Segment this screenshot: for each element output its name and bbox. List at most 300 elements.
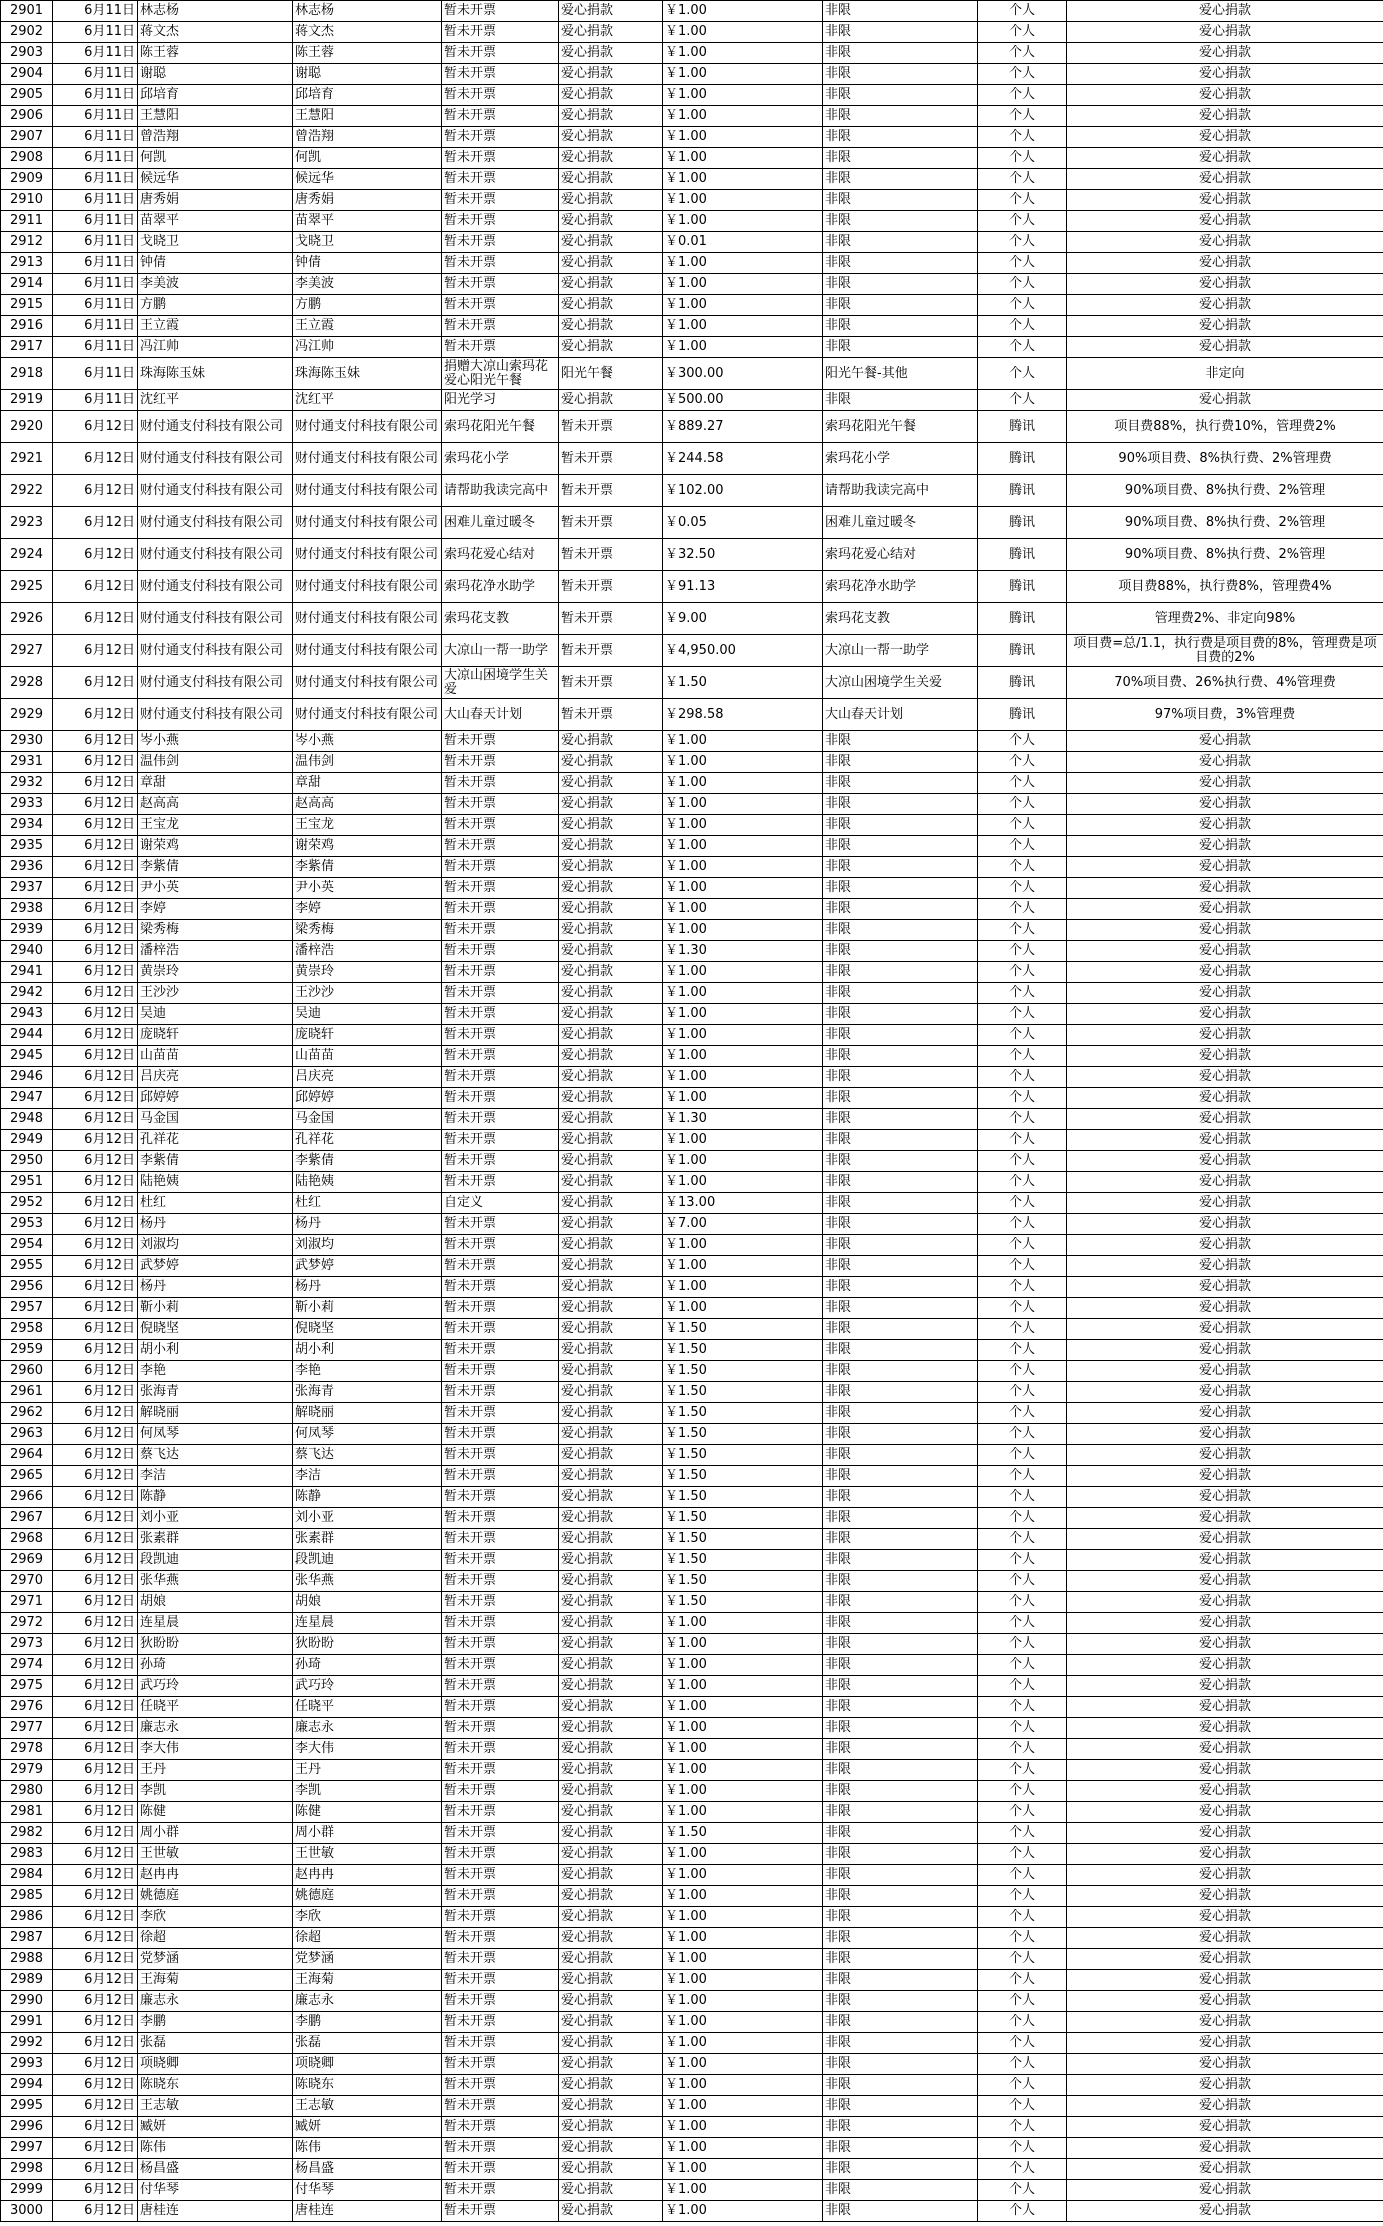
project-name-cell[interactable]: 爱心捐款 bbox=[559, 1067, 663, 1088]
donation-date-cell[interactable]: 6月12日 bbox=[53, 1487, 138, 1508]
donation-amount-cell[interactable]: ￥1.00 bbox=[663, 22, 823, 43]
donor-type-cell[interactable]: 个人 bbox=[978, 2075, 1067, 2096]
project-name-cell[interactable]: 爱心捐款 bbox=[559, 1697, 663, 1718]
donation-date-cell[interactable]: 6月11日 bbox=[53, 337, 138, 358]
donor-type-cell[interactable]: 腾讯 bbox=[978, 507, 1067, 539]
allocation-note-cell[interactable]: 爱心捐款 bbox=[1067, 1529, 1383, 1550]
donation-amount-cell[interactable]: ￥1.50 bbox=[663, 1424, 823, 1445]
donation-amount-cell[interactable]: ￥0.05 bbox=[663, 507, 823, 539]
invoice-status-cell[interactable]: 暂未开票 bbox=[442, 1424, 559, 1445]
row-number-cell[interactable]: 2989 bbox=[1, 1970, 53, 1991]
recipient-name-cell[interactable]: 廉志永 bbox=[293, 1991, 442, 2012]
donation-amount-cell[interactable]: ￥1.50 bbox=[663, 1382, 823, 1403]
invoice-status-cell[interactable]: 暂未开票 bbox=[442, 2096, 559, 2117]
row-number-cell[interactable]: 2920 bbox=[1, 411, 53, 443]
donor-type-cell[interactable]: 个人 bbox=[978, 836, 1067, 857]
allocation-note-cell[interactable]: 爱心捐款 bbox=[1067, 1655, 1383, 1676]
donation-date-cell[interactable]: 6月12日 bbox=[53, 1508, 138, 1529]
fund-use-cell[interactable]: 非限 bbox=[823, 1277, 978, 1298]
recipient-name-cell[interactable]: 蔡飞达 bbox=[293, 1445, 442, 1466]
invoice-status-cell[interactable]: 暂未开票 bbox=[442, 2138, 559, 2159]
donation-date-cell[interactable]: 6月11日 bbox=[53, 390, 138, 411]
row-number-cell[interactable]: 2974 bbox=[1, 1655, 53, 1676]
invoice-status-cell[interactable]: 暂未开票 bbox=[442, 1781, 559, 1802]
invoice-status-cell[interactable]: 暂未开票 bbox=[442, 899, 559, 920]
allocation-note-cell[interactable]: 爱心捐款 bbox=[1067, 316, 1383, 337]
project-name-cell[interactable]: 爱心捐款 bbox=[559, 1613, 663, 1634]
fund-use-cell[interactable]: 非限 bbox=[823, 731, 978, 752]
invoice-status-cell[interactable]: 暂未开票 bbox=[442, 232, 559, 253]
donor-type-cell[interactable]: 个人 bbox=[978, 857, 1067, 878]
row-number-cell[interactable]: 2968 bbox=[1, 1529, 53, 1550]
invoice-status-cell[interactable]: 暂未开票 bbox=[442, 1004, 559, 1025]
donor-name-cell[interactable]: 马金国 bbox=[138, 1109, 293, 1130]
donation-date-cell[interactable]: 6月12日 bbox=[53, 857, 138, 878]
donor-name-cell[interactable]: 胡小利 bbox=[138, 1340, 293, 1361]
row-number-cell[interactable]: 2992 bbox=[1, 2033, 53, 2054]
donor-name-cell[interactable]: 林志杨 bbox=[138, 1, 293, 22]
allocation-note-cell[interactable]: 爱心捐款 bbox=[1067, 2012, 1383, 2033]
recipient-name-cell[interactable]: 周小群 bbox=[293, 1823, 442, 1844]
project-name-cell[interactable]: 爱心捐款 bbox=[559, 1109, 663, 1130]
row-number-cell[interactable]: 2996 bbox=[1, 2117, 53, 2138]
row-number-cell[interactable]: 2984 bbox=[1, 1865, 53, 1886]
invoice-status-cell[interactable]: 暂未开票 bbox=[442, 2201, 559, 2222]
allocation-note-cell[interactable]: 97%项目费，3%管理费 bbox=[1067, 699, 1383, 731]
donor-type-cell[interactable]: 腾讯 bbox=[978, 411, 1067, 443]
donor-type-cell[interactable]: 个人 bbox=[978, 1109, 1067, 1130]
project-name-cell[interactable]: 暂未开票 bbox=[559, 443, 663, 475]
fund-use-cell[interactable]: 索玛花阳光午餐 bbox=[823, 411, 978, 443]
allocation-note-cell[interactable]: 爱心捐款 bbox=[1067, 1928, 1383, 1949]
fund-use-cell[interactable]: 非限 bbox=[823, 2054, 978, 2075]
donation-date-cell[interactable]: 6月11日 bbox=[53, 43, 138, 64]
row-number-cell[interactable]: 2913 bbox=[1, 253, 53, 274]
donation-amount-cell[interactable]: ￥1.00 bbox=[663, 1949, 823, 1970]
allocation-note-cell[interactable]: 爱心捐款 bbox=[1067, 1256, 1383, 1277]
invoice-status-cell[interactable]: 暂未开票 bbox=[442, 1214, 559, 1235]
donation-amount-cell[interactable]: ￥1.00 bbox=[663, 1865, 823, 1886]
donor-type-cell[interactable]: 个人 bbox=[978, 1298, 1067, 1319]
fund-use-cell[interactable]: 非限 bbox=[823, 295, 978, 316]
fund-use-cell[interactable]: 非限 bbox=[823, 983, 978, 1004]
donation-date-cell[interactable]: 6月12日 bbox=[53, 1277, 138, 1298]
row-number-cell[interactable]: 2965 bbox=[1, 1466, 53, 1487]
allocation-note-cell[interactable]: 爱心捐款 bbox=[1067, 64, 1383, 85]
invoice-status-cell[interactable]: 暂未开票 bbox=[442, 1886, 559, 1907]
fund-use-cell[interactable]: 非限 bbox=[823, 1088, 978, 1109]
donor-name-cell[interactable]: 岑小燕 bbox=[138, 731, 293, 752]
invoice-status-cell[interactable]: 暂未开票 bbox=[442, 1970, 559, 1991]
invoice-status-cell[interactable]: 暂未开票 bbox=[442, 1844, 559, 1865]
invoice-status-cell[interactable]: 索玛花小学 bbox=[442, 443, 559, 475]
invoice-status-cell[interactable]: 暂未开票 bbox=[442, 1571, 559, 1592]
project-name-cell[interactable]: 爱心捐款 bbox=[559, 1193, 663, 1214]
donation-amount-cell[interactable]: ￥1.50 bbox=[663, 1319, 823, 1340]
invoice-status-cell[interactable]: 暂未开票 bbox=[442, 1025, 559, 1046]
project-name-cell[interactable]: 爱心捐款 bbox=[559, 1130, 663, 1151]
invoice-status-cell[interactable]: 索玛花阳光午餐 bbox=[442, 411, 559, 443]
project-name-cell[interactable]: 爱心捐款 bbox=[559, 1760, 663, 1781]
row-number-cell[interactable]: 2976 bbox=[1, 1697, 53, 1718]
allocation-note-cell[interactable]: 90%项目费、8%执行费、2%管理费 bbox=[1067, 443, 1383, 475]
donation-amount-cell[interactable]: ￥1.00 bbox=[663, 1970, 823, 1991]
allocation-note-cell[interactable]: 爱心捐款 bbox=[1067, 106, 1383, 127]
row-number-cell[interactable]: 3000 bbox=[1, 2201, 53, 2222]
fund-use-cell[interactable]: 非限 bbox=[823, 1004, 978, 1025]
project-name-cell[interactable]: 爱心捐款 bbox=[559, 815, 663, 836]
donor-type-cell[interactable]: 个人 bbox=[978, 127, 1067, 148]
donation-amount-cell[interactable]: ￥7.00 bbox=[663, 1214, 823, 1235]
donation-amount-cell[interactable]: ￥102.00 bbox=[663, 475, 823, 507]
allocation-note-cell[interactable]: 爱心捐款 bbox=[1067, 857, 1383, 878]
invoice-status-cell[interactable]: 暂未开票 bbox=[442, 941, 559, 962]
donation-amount-cell[interactable]: ￥1.00 bbox=[663, 1739, 823, 1760]
donor-type-cell[interactable]: 个人 bbox=[978, 1214, 1067, 1235]
project-name-cell[interactable]: 暂未开票 bbox=[559, 475, 663, 507]
invoice-status-cell[interactable]: 暂未开票 bbox=[442, 1760, 559, 1781]
recipient-name-cell[interactable]: 冯江帅 bbox=[293, 337, 442, 358]
project-name-cell[interactable]: 爱心捐款 bbox=[559, 752, 663, 773]
donation-date-cell[interactable]: 6月11日 bbox=[53, 148, 138, 169]
invoice-status-cell[interactable]: 暂未开票 bbox=[442, 1991, 559, 2012]
allocation-note-cell[interactable]: 爱心捐款 bbox=[1067, 941, 1383, 962]
donation-date-cell[interactable]: 6月12日 bbox=[53, 1886, 138, 1907]
allocation-note-cell[interactable]: 非定向 bbox=[1067, 358, 1383, 390]
donation-amount-cell[interactable]: ￥1.00 bbox=[663, 2012, 823, 2033]
row-number-cell[interactable]: 2925 bbox=[1, 571, 53, 603]
donor-name-cell[interactable]: 李洁 bbox=[138, 1466, 293, 1487]
donation-amount-cell[interactable]: ￥1.50 bbox=[663, 1445, 823, 1466]
allocation-note-cell[interactable]: 爱心捐款 bbox=[1067, 1949, 1383, 1970]
fund-use-cell[interactable]: 非限 bbox=[823, 1676, 978, 1697]
donation-date-cell[interactable]: 6月12日 bbox=[53, 1655, 138, 1676]
recipient-name-cell[interactable]: 李凯 bbox=[293, 1781, 442, 1802]
invoice-status-cell[interactable]: 暂未开票 bbox=[442, 337, 559, 358]
allocation-note-cell[interactable]: 爱心捐款 bbox=[1067, 1340, 1383, 1361]
donation-amount-cell[interactable]: ￥1.00 bbox=[663, 1151, 823, 1172]
donation-date-cell[interactable]: 6月11日 bbox=[53, 64, 138, 85]
donor-type-cell[interactable]: 个人 bbox=[978, 2117, 1067, 2138]
donation-date-cell[interactable]: 6月12日 bbox=[53, 1592, 138, 1613]
row-number-cell[interactable]: 2948 bbox=[1, 1109, 53, 1130]
row-number-cell[interactable]: 2973 bbox=[1, 1634, 53, 1655]
donation-amount-cell[interactable]: ￥1.00 bbox=[663, 1718, 823, 1739]
donor-name-cell[interactable]: 付华琴 bbox=[138, 2180, 293, 2201]
donation-amount-cell[interactable]: ￥1.00 bbox=[663, 274, 823, 295]
invoice-status-cell[interactable]: 暂未开票 bbox=[442, 962, 559, 983]
donation-date-cell[interactable]: 6月11日 bbox=[53, 106, 138, 127]
allocation-note-cell[interactable]: 项目费88%，执行费8%，管理费4% bbox=[1067, 571, 1383, 603]
fund-use-cell[interactable]: 非限 bbox=[823, 232, 978, 253]
recipient-name-cell[interactable]: 财付通支付科技有限公司 bbox=[293, 699, 442, 731]
allocation-note-cell[interactable]: 爱心捐款 bbox=[1067, 1319, 1383, 1340]
donation-amount-cell[interactable]: ￥1.00 bbox=[663, 878, 823, 899]
allocation-note-cell[interactable]: 爱心捐款 bbox=[1067, 1067, 1383, 1088]
donation-amount-cell[interactable]: ￥1.00 bbox=[663, 190, 823, 211]
fund-use-cell[interactable]: 非限 bbox=[823, 1, 978, 22]
allocation-note-cell[interactable]: 爱心捐款 bbox=[1067, 295, 1383, 316]
fund-use-cell[interactable]: 索玛花净水助学 bbox=[823, 571, 978, 603]
donation-amount-cell[interactable]: ￥1.50 bbox=[663, 1487, 823, 1508]
fund-use-cell[interactable]: 阳光午餐-其他 bbox=[823, 358, 978, 390]
recipient-name-cell[interactable]: 陆艳姨 bbox=[293, 1172, 442, 1193]
donation-amount-cell[interactable]: ￥1.00 bbox=[663, 773, 823, 794]
donation-amount-cell[interactable]: ￥13.00 bbox=[663, 1193, 823, 1214]
donation-date-cell[interactable]: 6月12日 bbox=[53, 1949, 138, 1970]
invoice-status-cell[interactable]: 暂未开票 bbox=[442, 1151, 559, 1172]
donation-amount-cell[interactable]: ￥1.00 bbox=[663, 794, 823, 815]
recipient-name-cell[interactable]: 王志敏 bbox=[293, 2096, 442, 2117]
donation-date-cell[interactable]: 6月12日 bbox=[53, 1298, 138, 1319]
fund-use-cell[interactable]: 非限 bbox=[823, 1508, 978, 1529]
donation-date-cell[interactable]: 6月12日 bbox=[53, 2033, 138, 2054]
recipient-name-cell[interactable]: 王慧阳 bbox=[293, 106, 442, 127]
donation-date-cell[interactable]: 6月11日 bbox=[53, 295, 138, 316]
recipient-name-cell[interactable]: 山苗苗 bbox=[293, 1046, 442, 1067]
recipient-name-cell[interactable]: 杨丹 bbox=[293, 1214, 442, 1235]
row-number-cell[interactable]: 2961 bbox=[1, 1382, 53, 1403]
invoice-status-cell[interactable]: 索玛花净水助学 bbox=[442, 571, 559, 603]
allocation-note-cell[interactable]: 70%项目费、26%执行费、4%管理费 bbox=[1067, 667, 1383, 699]
project-name-cell[interactable]: 爱心捐款 bbox=[559, 2075, 663, 2096]
donation-amount-cell[interactable]: ￥1.00 bbox=[663, 962, 823, 983]
invoice-status-cell[interactable]: 暂未开票 bbox=[442, 1256, 559, 1277]
donor-name-cell[interactable]: 吴迪 bbox=[138, 1004, 293, 1025]
allocation-note-cell[interactable]: 管理费2%、非定向98% bbox=[1067, 603, 1383, 635]
project-name-cell[interactable]: 爱心捐款 bbox=[559, 295, 663, 316]
recipient-name-cell[interactable]: 财付通支付科技有限公司 bbox=[293, 635, 442, 667]
allocation-note-cell[interactable]: 爱心捐款 bbox=[1067, 1193, 1383, 1214]
invoice-status-cell[interactable]: 暂未开票 bbox=[442, 1697, 559, 1718]
donation-amount-cell[interactable]: ￥1.00 bbox=[663, 2096, 823, 2117]
donation-date-cell[interactable]: 6月12日 bbox=[53, 2180, 138, 2201]
row-number-cell[interactable]: 2964 bbox=[1, 1445, 53, 1466]
row-number-cell[interactable]: 2985 bbox=[1, 1886, 53, 1907]
invoice-status-cell[interactable]: 暂未开票 bbox=[442, 1130, 559, 1151]
project-name-cell[interactable]: 爱心捐款 bbox=[559, 836, 663, 857]
recipient-name-cell[interactable]: 尹小英 bbox=[293, 878, 442, 899]
fund-use-cell[interactable]: 非限 bbox=[823, 1361, 978, 1382]
donation-amount-cell[interactable]: ￥1.00 bbox=[663, 337, 823, 358]
donation-date-cell[interactable]: 6月12日 bbox=[53, 1739, 138, 1760]
invoice-status-cell[interactable]: 暂未开票 bbox=[442, 1319, 559, 1340]
allocation-note-cell[interactable]: 爱心捐款 bbox=[1067, 1718, 1383, 1739]
donor-type-cell[interactable]: 个人 bbox=[978, 941, 1067, 962]
recipient-name-cell[interactable]: 岑小燕 bbox=[293, 731, 442, 752]
fund-use-cell[interactable]: 大凉山困境学生关爱 bbox=[823, 667, 978, 699]
invoice-status-cell[interactable]: 捐赠大凉山索玛花爱心阳光午餐 bbox=[442, 358, 559, 390]
donor-type-cell[interactable]: 个人 bbox=[978, 43, 1067, 64]
donation-amount-cell[interactable]: ￥0.01 bbox=[663, 232, 823, 253]
donation-amount-cell[interactable]: ￥1.00 bbox=[663, 1697, 823, 1718]
donation-date-cell[interactable]: 6月11日 bbox=[53, 22, 138, 43]
row-number-cell[interactable]: 2999 bbox=[1, 2180, 53, 2201]
row-number-cell[interactable]: 2935 bbox=[1, 836, 53, 857]
donor-type-cell[interactable]: 个人 bbox=[978, 983, 1067, 1004]
recipient-name-cell[interactable]: 何凤琴 bbox=[293, 1424, 442, 1445]
donation-date-cell[interactable]: 6月12日 bbox=[53, 1760, 138, 1781]
donor-name-cell[interactable]: 陈晓东 bbox=[138, 2075, 293, 2096]
invoice-status-cell[interactable]: 暂未开票 bbox=[442, 1907, 559, 1928]
invoice-status-cell[interactable]: 暂未开票 bbox=[442, 2033, 559, 2054]
fund-use-cell[interactable]: 非限 bbox=[823, 106, 978, 127]
donor-name-cell[interactable]: 杨丹 bbox=[138, 1214, 293, 1235]
invoice-status-cell[interactable]: 暂未开票 bbox=[442, 1277, 559, 1298]
donor-type-cell[interactable]: 个人 bbox=[978, 253, 1067, 274]
invoice-status-cell[interactable]: 暂未开票 bbox=[442, 794, 559, 815]
project-name-cell[interactable]: 爱心捐款 bbox=[559, 190, 663, 211]
allocation-note-cell[interactable]: 90%项目费、8%执行费、2%管理 bbox=[1067, 539, 1383, 571]
row-number-cell[interactable]: 2907 bbox=[1, 127, 53, 148]
donation-date-cell[interactable]: 6月12日 bbox=[53, 1970, 138, 1991]
donor-name-cell[interactable]: 连星晨 bbox=[138, 1613, 293, 1634]
donation-amount-cell[interactable]: ￥1.00 bbox=[663, 1655, 823, 1676]
allocation-note-cell[interactable]: 爱心捐款 bbox=[1067, 1214, 1383, 1235]
recipient-name-cell[interactable]: 唐秀娟 bbox=[293, 190, 442, 211]
invoice-status-cell[interactable]: 暂未开票 bbox=[442, 1676, 559, 1697]
row-number-cell[interactable]: 2947 bbox=[1, 1088, 53, 1109]
fund-use-cell[interactable]: 非限 bbox=[823, 1403, 978, 1424]
project-name-cell[interactable]: 爱心捐款 bbox=[559, 1277, 663, 1298]
recipient-name-cell[interactable]: 胡娘 bbox=[293, 1592, 442, 1613]
donor-type-cell[interactable]: 个人 bbox=[978, 1004, 1067, 1025]
row-number-cell[interactable]: 2911 bbox=[1, 211, 53, 232]
recipient-name-cell[interactable]: 刘淑均 bbox=[293, 1235, 442, 1256]
allocation-note-cell[interactable]: 爱心捐款 bbox=[1067, 1907, 1383, 1928]
project-name-cell[interactable]: 爱心捐款 bbox=[559, 1529, 663, 1550]
donor-name-cell[interactable]: 何凤琴 bbox=[138, 1424, 293, 1445]
allocation-note-cell[interactable]: 爱心捐款 bbox=[1067, 1865, 1383, 1886]
donor-type-cell[interactable]: 个人 bbox=[978, 1319, 1067, 1340]
donation-date-cell[interactable]: 6月12日 bbox=[53, 667, 138, 699]
donation-amount-cell[interactable]: ￥1.50 bbox=[663, 1403, 823, 1424]
allocation-note-cell[interactable]: 爱心捐款 bbox=[1067, 773, 1383, 794]
recipient-name-cell[interactable]: 杜红 bbox=[293, 1193, 442, 1214]
fund-use-cell[interactable]: 非限 bbox=[823, 1340, 978, 1361]
donation-date-cell[interactable]: 6月12日 bbox=[53, 1382, 138, 1403]
donation-amount-cell[interactable]: ￥4,950.00 bbox=[663, 635, 823, 667]
fund-use-cell[interactable]: 非限 bbox=[823, 1613, 978, 1634]
fund-use-cell[interactable]: 非限 bbox=[823, 169, 978, 190]
donation-amount-cell[interactable]: ￥1.00 bbox=[663, 2075, 823, 2096]
invoice-status-cell[interactable]: 暂未开票 bbox=[442, 1382, 559, 1403]
recipient-name-cell[interactable]: 胡小利 bbox=[293, 1340, 442, 1361]
fund-use-cell[interactable]: 非限 bbox=[823, 941, 978, 962]
donor-type-cell[interactable]: 个人 bbox=[978, 1781, 1067, 1802]
donation-amount-cell[interactable]: ￥1.00 bbox=[663, 1991, 823, 2012]
fund-use-cell[interactable]: 非限 bbox=[823, 899, 978, 920]
fund-use-cell[interactable]: 非限 bbox=[823, 794, 978, 815]
donor-name-cell[interactable]: 财付通支付科技有限公司 bbox=[138, 635, 293, 667]
donation-amount-cell[interactable]: ￥1.00 bbox=[663, 211, 823, 232]
donor-type-cell[interactable]: 个人 bbox=[978, 1613, 1067, 1634]
fund-use-cell[interactable]: 非限 bbox=[823, 1235, 978, 1256]
project-name-cell[interactable]: 爱心捐款 bbox=[559, 1634, 663, 1655]
recipient-name-cell[interactable]: 李鹏 bbox=[293, 2012, 442, 2033]
donation-amount-cell[interactable]: ￥1.00 bbox=[663, 1, 823, 22]
donation-amount-cell[interactable]: ￥1.00 bbox=[663, 2180, 823, 2201]
row-number-cell[interactable]: 2924 bbox=[1, 539, 53, 571]
donation-date-cell[interactable]: 6月12日 bbox=[53, 1067, 138, 1088]
donation-date-cell[interactable]: 6月12日 bbox=[53, 1340, 138, 1361]
donation-date-cell[interactable]: 6月12日 bbox=[53, 1676, 138, 1697]
invoice-status-cell[interactable]: 暂未开票 bbox=[442, 1340, 559, 1361]
donor-name-cell[interactable]: 徐超 bbox=[138, 1928, 293, 1949]
allocation-note-cell[interactable]: 爱心捐款 bbox=[1067, 731, 1383, 752]
donor-type-cell[interactable]: 个人 bbox=[978, 190, 1067, 211]
donor-name-cell[interactable]: 财付通支付科技有限公司 bbox=[138, 475, 293, 507]
donation-amount-cell[interactable]: ￥91.13 bbox=[663, 571, 823, 603]
donor-type-cell[interactable]: 个人 bbox=[978, 731, 1067, 752]
donor-type-cell[interactable]: 个人 bbox=[978, 358, 1067, 390]
invoice-status-cell[interactable]: 暂未开票 bbox=[442, 773, 559, 794]
donor-type-cell[interactable]: 个人 bbox=[978, 2096, 1067, 2117]
donation-date-cell[interactable]: 6月12日 bbox=[53, 1130, 138, 1151]
project-name-cell[interactable]: 爱心捐款 bbox=[559, 1403, 663, 1424]
project-name-cell[interactable]: 爱心捐款 bbox=[559, 2180, 663, 2201]
donor-type-cell[interactable]: 个人 bbox=[978, 1550, 1067, 1571]
recipient-name-cell[interactable]: 狄盼盼 bbox=[293, 1634, 442, 1655]
project-name-cell[interactable]: 爱心捐款 bbox=[559, 1, 663, 22]
donor-name-cell[interactable]: 财付通支付科技有限公司 bbox=[138, 507, 293, 539]
fund-use-cell[interactable]: 非限 bbox=[823, 1067, 978, 1088]
donor-type-cell[interactable]: 个人 bbox=[978, 1172, 1067, 1193]
recipient-name-cell[interactable]: 马金国 bbox=[293, 1109, 442, 1130]
row-number-cell[interactable]: 2979 bbox=[1, 1760, 53, 1781]
invoice-status-cell[interactable]: 暂未开票 bbox=[442, 2159, 559, 2180]
donor-type-cell[interactable]: 个人 bbox=[978, 1067, 1067, 1088]
donor-type-cell[interactable]: 个人 bbox=[978, 2054, 1067, 2075]
project-name-cell[interactable]: 暂未开票 bbox=[559, 411, 663, 443]
invoice-status-cell[interactable]: 暂未开票 bbox=[442, 1172, 559, 1193]
donor-type-cell[interactable]: 个人 bbox=[978, 815, 1067, 836]
donation-date-cell[interactable]: 6月12日 bbox=[53, 1928, 138, 1949]
donation-amount-cell[interactable]: ￥1.00 bbox=[663, 1025, 823, 1046]
invoice-status-cell[interactable]: 暂未开票 bbox=[442, 1235, 559, 1256]
donor-name-cell[interactable]: 陈静 bbox=[138, 1487, 293, 1508]
donation-date-cell[interactable]: 6月12日 bbox=[53, 411, 138, 443]
donation-amount-cell[interactable]: ￥1.00 bbox=[663, 2159, 823, 2180]
donor-type-cell[interactable]: 个人 bbox=[978, 1655, 1067, 1676]
invoice-status-cell[interactable]: 暂未开票 bbox=[442, 190, 559, 211]
donation-date-cell[interactable]: 6月12日 bbox=[53, 752, 138, 773]
allocation-note-cell[interactable]: 爱心捐款 bbox=[1067, 1781, 1383, 1802]
donor-type-cell[interactable]: 个人 bbox=[978, 2138, 1067, 2159]
donation-amount-cell[interactable]: ￥1.00 bbox=[663, 85, 823, 106]
allocation-note-cell[interactable]: 爱心捐款 bbox=[1067, 1298, 1383, 1319]
donor-type-cell[interactable]: 个人 bbox=[978, 1928, 1067, 1949]
donation-date-cell[interactable]: 6月12日 bbox=[53, 1172, 138, 1193]
donation-date-cell[interactable]: 6月12日 bbox=[53, 1256, 138, 1277]
project-name-cell[interactable]: 爱心捐款 bbox=[559, 1781, 663, 1802]
allocation-note-cell[interactable]: 爱心捐款 bbox=[1067, 1046, 1383, 1067]
project-name-cell[interactable]: 爱心捐款 bbox=[559, 1928, 663, 1949]
donation-date-cell[interactable]: 6月12日 bbox=[53, 1214, 138, 1235]
donation-date-cell[interactable]: 6月12日 bbox=[53, 878, 138, 899]
recipient-name-cell[interactable]: 候远华 bbox=[293, 169, 442, 190]
row-number-cell[interactable]: 2917 bbox=[1, 337, 53, 358]
fund-use-cell[interactable]: 非限 bbox=[823, 815, 978, 836]
donation-amount-cell[interactable]: ￥1.00 bbox=[663, 1634, 823, 1655]
donor-type-cell[interactable]: 个人 bbox=[978, 211, 1067, 232]
fund-use-cell[interactable]: 非限 bbox=[823, 1634, 978, 1655]
donation-date-cell[interactable]: 6月12日 bbox=[53, 1613, 138, 1634]
project-name-cell[interactable]: 爱心捐款 bbox=[559, 316, 663, 337]
row-number-cell[interactable]: 2915 bbox=[1, 295, 53, 316]
project-name-cell[interactable]: 爱心捐款 bbox=[559, 1886, 663, 1907]
allocation-note-cell[interactable]: 爱心捐款 bbox=[1067, 1424, 1383, 1445]
